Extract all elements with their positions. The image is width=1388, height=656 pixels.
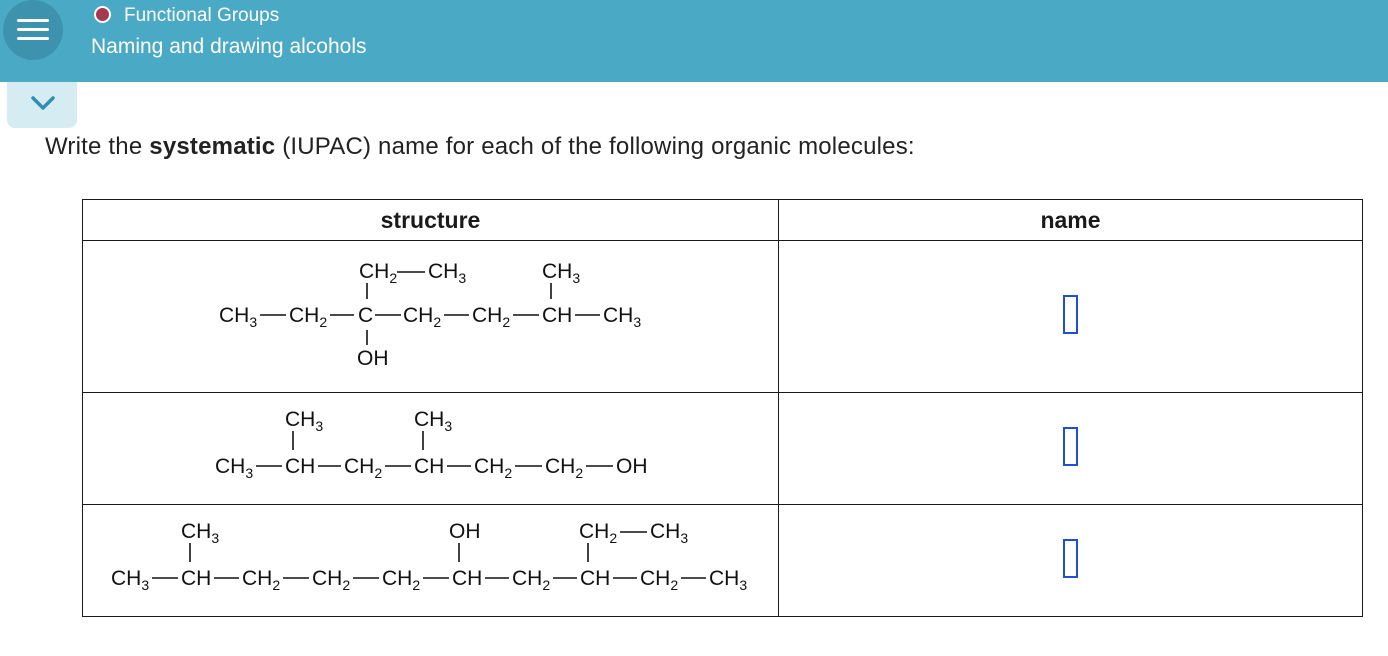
svg-text:CH3: $CH_3$ xyxy=(650,520,689,546)
svg-text:CH2: $CH_2$ xyxy=(289,304,328,330)
molecule-2-structure xyxy=(83,393,778,499)
svg-text:CH2: $CH_2$ xyxy=(545,455,584,481)
molecule-1-structure xyxy=(83,241,778,387)
svg-text:CH: CH xyxy=(414,455,445,478)
structure-header: structure xyxy=(83,200,779,241)
table-row xyxy=(83,241,1363,393)
topic-status-icon xyxy=(94,6,111,23)
svg-text:CH2: $CH_2$ xyxy=(344,455,383,481)
svg-text:CH3: $CH_3$ xyxy=(414,408,453,434)
svg-text:CH2: $CH_2$ xyxy=(242,567,281,593)
svg-text:CH2: $CH_2$ xyxy=(640,567,679,593)
chevron-down-icon xyxy=(31,96,55,112)
svg-text:CH: CH xyxy=(580,567,611,590)
svg-text:CH3: $CH_3$ xyxy=(603,304,642,330)
molecule-3-structure xyxy=(83,505,778,611)
svg-text:CH2: $CH_2$ xyxy=(359,260,398,286)
svg-text:CH2: $CH_2$ xyxy=(474,455,513,481)
svg-text:CH2: $CH_2$ xyxy=(312,567,351,593)
svg-text:OH: OH xyxy=(357,347,389,370)
svg-text:CH: CH xyxy=(181,567,212,590)
name-header: name xyxy=(779,200,1363,241)
structure-cell xyxy=(83,505,779,617)
expand-button[interactable] xyxy=(7,82,77,128)
svg-text:CH2: $CH_2$ xyxy=(403,304,442,330)
answer-cell xyxy=(779,393,1363,505)
svg-text:CH3: $CH_3$ xyxy=(111,567,150,593)
structure-cell xyxy=(83,393,779,505)
svg-text:CH3: $CH_3$ xyxy=(215,455,254,481)
lesson-title: Naming and drawing alcohols xyxy=(91,35,367,58)
topic-title: Functional Groups xyxy=(124,5,280,26)
svg-text:CH3: $CH_3$ xyxy=(709,567,748,593)
svg-text:CH3: $CH_3$ xyxy=(219,304,258,330)
answer-input[interactable] xyxy=(1063,539,1078,578)
answer-cell xyxy=(779,505,1363,617)
svg-text:CH3: $CH_3$ xyxy=(542,260,581,286)
svg-text:CH3: $CH_3$ xyxy=(181,520,220,546)
svg-text:CH2: $CH_2$ xyxy=(382,567,421,593)
svg-text:CH2: $CH_2$ xyxy=(472,304,511,330)
structure-cell xyxy=(83,241,779,393)
svg-text:C: C xyxy=(358,304,374,327)
hamburger-menu-icon[interactable] xyxy=(3,0,63,60)
answer-input[interactable] xyxy=(1063,427,1078,466)
svg-text:CH3: $CH_3$ xyxy=(428,260,467,286)
svg-text:CH: CH xyxy=(542,304,573,327)
table-row xyxy=(83,393,1363,505)
answer-table xyxy=(82,199,1363,617)
svg-text:CH: CH xyxy=(452,567,483,590)
svg-text:CH2: $CH_2$ xyxy=(579,520,618,546)
header-bar xyxy=(0,0,1388,82)
svg-text:OH: OH xyxy=(616,455,648,478)
question-text: Write the systematic (IUPAC) name for each of the following organic molecules: xyxy=(45,133,915,160)
svg-text:CH3: $CH_3$ xyxy=(285,408,324,434)
svg-text:CH2: $CH_2$ xyxy=(512,567,551,593)
svg-text:OH: OH xyxy=(449,520,481,543)
table-row xyxy=(83,505,1363,617)
answer-input[interactable] xyxy=(1063,295,1078,334)
answer-cell xyxy=(779,241,1363,393)
svg-text:CH: CH xyxy=(285,455,316,478)
